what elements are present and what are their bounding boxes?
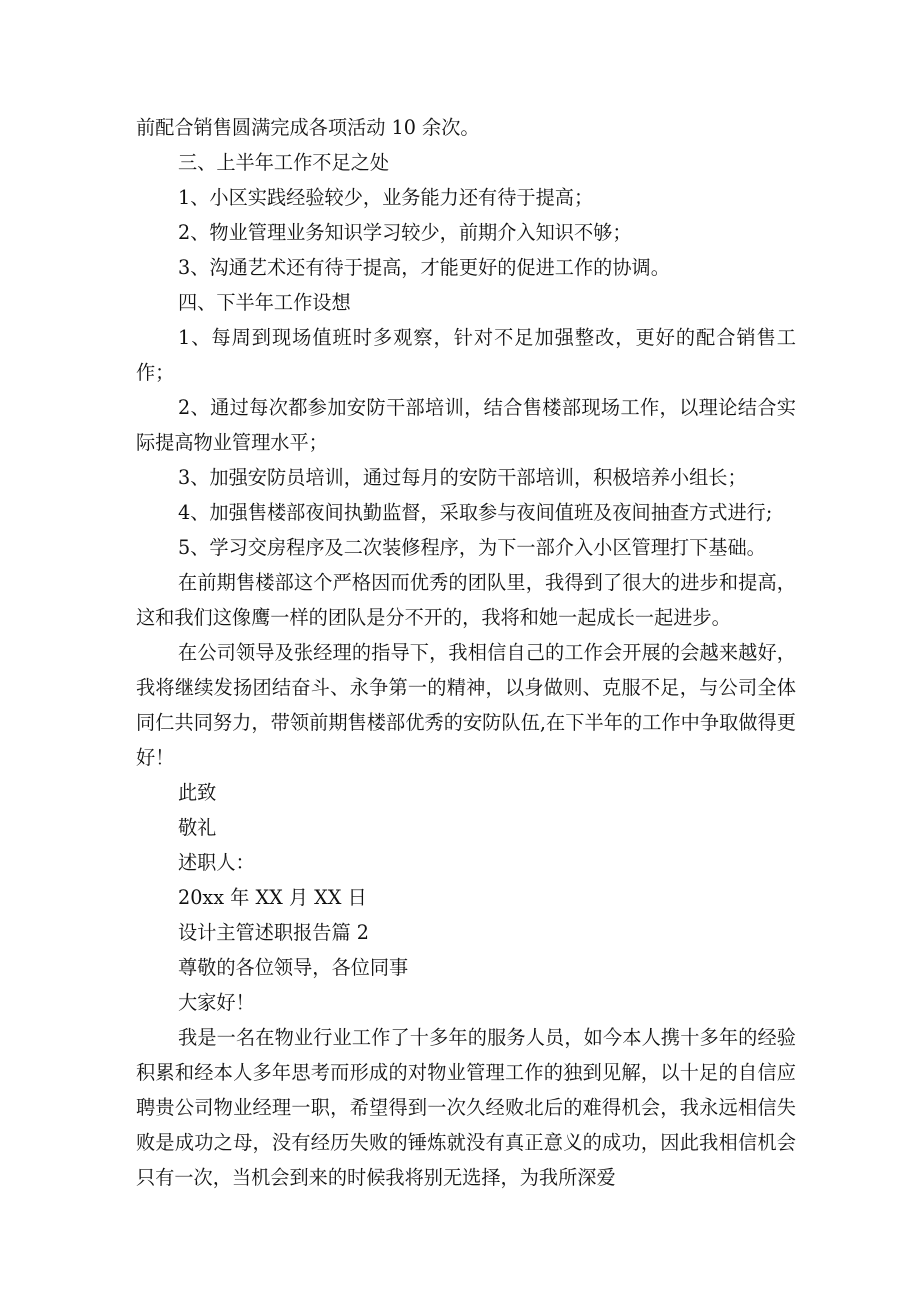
section-heading-shortcomings: 三、上半年工作不足之处 — [178, 151, 390, 174]
list-item: 5、学习交房程序及二次装修程序，为下一部介入小区管理打下基础。 — [178, 536, 766, 559]
list-item: 4、加强售楼部夜间执勤监督，采取参与夜间值班及夜间抽查方式进行; — [178, 501, 773, 524]
closing-salutation-2: 敬礼 — [178, 816, 217, 839]
list-item: 2、通过每次都参加安防干部培训，结合售楼部现场工作，以理论结合实际提高物业管理水平； — [136, 396, 796, 454]
list-item: 3、沟通艺术还有待于提高，才能更好的促进工作的协调。 — [178, 256, 670, 279]
document-body — [136, 110, 796, 1195]
paragraph: 在前期售楼部这个严格因而优秀的团队里，我得到了很大的进步和提高，这和我们这像鹰一样的团队是分不开的，我将和她一起成长一起进步。 — [136, 571, 796, 629]
list-item: 1、小区实践经验较少，业务能力还有待于提高； — [178, 186, 594, 209]
greeting-audience: 尊敬的各位领导，各位同事 — [178, 956, 409, 979]
text-line: 前配合销售圆满完成各项活动 10 余次。 — [136, 116, 480, 139]
paragraph: 在公司领导及张经理的指导下，我相信自己的工作会开展的会越来越好，我将继续发扬团结奋斗、永争第一的精神，以身做则、克服不足，与公司全体同仁共同努力，带领前期售楼部优秀的安防队伍,在下半年的工作中争取做得更好！ — [136, 641, 796, 769]
list-item: 3、加强安防员培训，通过每月的安防干部培训，积极培养小组长； — [178, 466, 747, 489]
list-item: 1、每周到现场值班时多观察，针对不足加强整改，更好的配合销售工作； — [136, 326, 796, 384]
section-heading-plans: 四、下半年工作设想 — [178, 291, 351, 314]
paragraph: 我是一名在物业行业工作了十多年的服务人员，如今本人携十多年的经验积累和经本人多年思考而形成的对物业管理工作的独到见解，以十足的自信应聘贵公司物业经理一职，希望得到一次久经败北后的难得机会，我永远相信失败是成功之母，没有经历失败的锤炼就没有真正意义的成功，因此我相信机会只有一次，当机会到来的时候我将别无选择，为我所深爱 — [136, 1026, 796, 1189]
greeting-hello: 大家好！ — [178, 991, 255, 1014]
list-item: 2、物业管理业务知识学习较少，前期介入知识不够； — [178, 221, 632, 244]
report-title: 设计主管述职报告篇 2 — [178, 921, 369, 944]
closing-salutation-1: 此致 — [178, 781, 217, 804]
report-date: 20xx 年 XX 月 XX 日 — [178, 886, 367, 909]
signer-label: 述职人： — [178, 851, 255, 874]
